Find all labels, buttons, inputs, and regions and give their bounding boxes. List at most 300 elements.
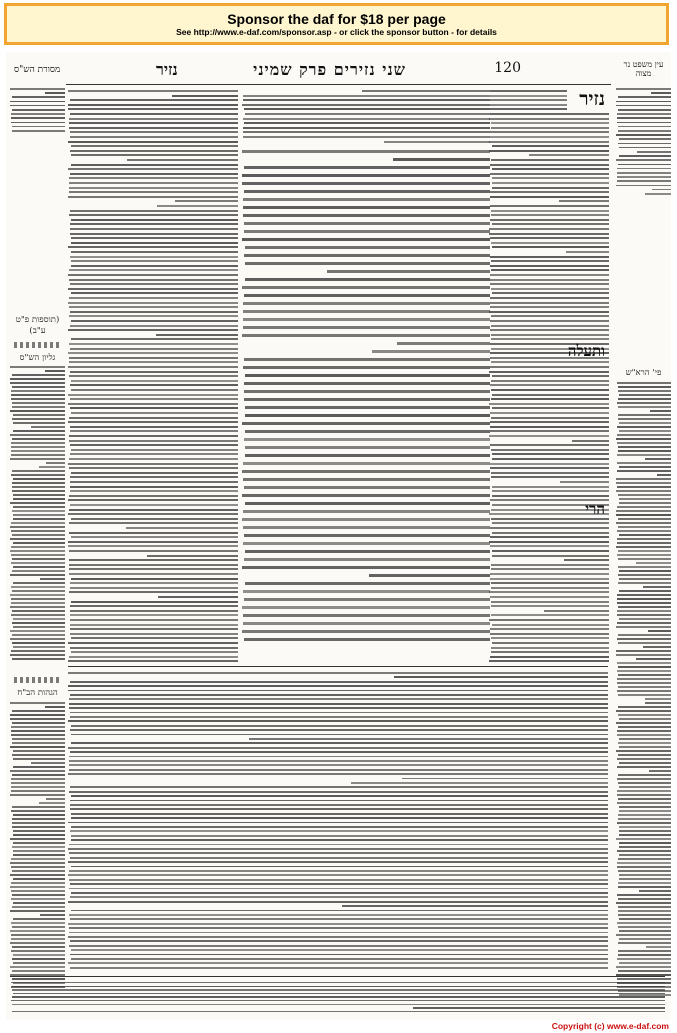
text-line — [492, 223, 609, 225]
text-line — [68, 848, 608, 850]
text-line — [619, 962, 671, 964]
text-line — [70, 481, 238, 483]
text-line — [490, 578, 609, 580]
rashi-second-word: ותעלה — [567, 342, 605, 360]
text-line — [243, 127, 490, 129]
text-line — [617, 678, 671, 680]
text-line — [69, 375, 238, 377]
page-number: 120 — [494, 60, 521, 76]
text-line — [242, 630, 490, 633]
text-line — [492, 187, 609, 189]
text-line — [490, 113, 609, 115]
text-line — [491, 398, 609, 400]
text-line — [617, 176, 671, 178]
text-line — [490, 104, 567, 106]
text-line — [68, 685, 608, 687]
footnotes — [10, 980, 665, 1014]
text-line — [489, 371, 609, 373]
text-line — [657, 474, 671, 476]
text-line — [618, 386, 671, 388]
text-line — [617, 180, 671, 182]
text-line — [619, 466, 671, 468]
text-line — [619, 830, 671, 832]
text-line — [492, 486, 609, 488]
text-line — [10, 942, 65, 944]
text-line — [243, 198, 490, 201]
text-line — [68, 773, 608, 775]
text-line — [402, 778, 608, 780]
text-line — [342, 905, 608, 907]
text-line — [618, 126, 671, 128]
text-line — [12, 946, 65, 948]
text-line — [489, 228, 609, 230]
text-line — [489, 141, 609, 143]
sponsor-subtitle[interactable]: See http://www.e-daf.com/sponsor.asp - or click the sponsor button - for details — [176, 27, 497, 37]
text-line — [70, 610, 238, 612]
text-line — [618, 414, 671, 416]
text-line — [617, 802, 671, 804]
text-line — [69, 127, 238, 129]
text-line — [13, 430, 65, 432]
text-line — [249, 738, 608, 740]
text-line — [69, 269, 238, 271]
text-line — [564, 559, 609, 561]
text-line — [643, 646, 671, 648]
text-line — [12, 742, 65, 744]
text-line — [11, 530, 65, 532]
text-line — [244, 358, 490, 361]
text-line — [71, 866, 608, 868]
text-line — [245, 113, 490, 115]
text-line — [491, 260, 609, 262]
text-line — [617, 794, 671, 796]
tosafot-reference: (תוספות פ"ט ע"ב) — [15, 315, 60, 336]
sponsor-title[interactable]: Sponsor the daf for $18 per page — [227, 11, 446, 27]
text-line — [68, 463, 238, 465]
text-line — [70, 614, 238, 616]
text-line — [618, 694, 671, 696]
text-line — [11, 554, 65, 556]
text-line — [69, 357, 238, 359]
text-line — [11, 726, 65, 728]
text-line — [618, 898, 671, 900]
text-line — [11, 890, 65, 892]
text-line — [12, 374, 65, 376]
text-line — [617, 168, 671, 170]
text-line — [69, 214, 238, 216]
text-line — [490, 279, 609, 281]
gilyon-title: גליון הש"ס — [19, 353, 56, 363]
text-line — [616, 185, 671, 187]
text-line — [243, 326, 490, 329]
text-line — [12, 989, 665, 990]
text-line — [492, 145, 609, 147]
text-line — [616, 478, 671, 480]
page-header — [6, 60, 671, 82]
text-line — [645, 193, 671, 195]
text-line — [12, 710, 65, 712]
text-line — [490, 302, 609, 304]
text-line — [617, 454, 671, 456]
text-line — [243, 462, 490, 465]
text-line — [12, 1011, 665, 1012]
text-line — [13, 506, 65, 508]
text-line — [362, 90, 490, 92]
text-line — [71, 219, 238, 221]
text-line — [617, 117, 671, 119]
text-line — [68, 962, 608, 964]
text-line — [10, 862, 65, 864]
text-line — [70, 210, 238, 212]
masoret-column — [10, 86, 65, 136]
text-line — [244, 534, 490, 537]
text-line — [13, 518, 65, 520]
text-line — [618, 686, 671, 688]
text-line — [651, 92, 671, 94]
text-line — [69, 182, 238, 184]
text-line — [69, 306, 238, 308]
text-line — [70, 954, 608, 956]
text-line — [616, 510, 671, 512]
text-line — [619, 842, 671, 844]
text-line — [619, 718, 671, 720]
text-line — [70, 136, 238, 138]
text-line — [11, 390, 65, 392]
text-line — [617, 442, 671, 444]
text-line — [12, 470, 65, 472]
gemara-upper-commentary — [242, 88, 490, 146]
text-line — [616, 750, 671, 752]
text-line — [11, 650, 65, 652]
text-line — [617, 690, 671, 692]
sponsor-banner[interactable] — [4, 3, 669, 45]
text-line — [12, 130, 65, 132]
text-line — [616, 159, 671, 161]
text-line — [619, 746, 671, 748]
text-line — [70, 619, 238, 621]
text-line — [618, 558, 671, 560]
text-line — [40, 914, 65, 916]
text-line — [566, 251, 609, 253]
text-line — [71, 725, 608, 727]
text-line — [489, 660, 609, 662]
text-line — [69, 573, 238, 575]
text-line — [13, 830, 66, 832]
text-line — [616, 722, 671, 724]
text-line — [70, 808, 608, 810]
text-line — [70, 804, 608, 806]
text-line — [11, 882, 65, 884]
text-line — [618, 742, 671, 744]
text-line — [70, 918, 608, 920]
text-line — [618, 634, 671, 636]
text-line — [71, 338, 238, 340]
text-line — [172, 95, 238, 97]
text-line — [491, 389, 609, 391]
text-line — [393, 158, 490, 161]
text-line — [70, 486, 238, 488]
ornament-divider-2 — [14, 677, 62, 683]
text-line — [242, 422, 490, 425]
text-line — [244, 222, 490, 225]
text-line — [618, 566, 671, 568]
text-line — [69, 435, 238, 437]
text-line — [619, 846, 671, 848]
text-line — [245, 454, 490, 457]
text-line — [70, 830, 608, 832]
text-line — [645, 458, 671, 460]
text-line — [243, 478, 490, 481]
text-line — [12, 970, 65, 972]
text-line — [12, 510, 65, 512]
text-line — [11, 858, 65, 860]
text-line — [13, 758, 65, 760]
text-line — [489, 591, 609, 593]
text-line — [71, 472, 238, 474]
text-line — [490, 95, 567, 97]
text-line — [245, 414, 490, 417]
footnote-rule — [10, 976, 665, 977]
text-line — [617, 790, 671, 792]
text-line — [492, 292, 609, 294]
text-line — [490, 136, 609, 138]
text-line — [70, 681, 608, 683]
text-line — [11, 522, 65, 524]
text-line — [619, 618, 671, 620]
text-line — [244, 398, 490, 401]
text-line — [243, 136, 490, 138]
text-line — [617, 670, 671, 672]
text-line — [12, 958, 65, 960]
text-line — [491, 361, 609, 363]
gemara-text — [242, 148, 490, 648]
text-line — [245, 550, 491, 553]
text-line — [11, 934, 65, 936]
text-line — [492, 453, 609, 455]
text-line — [71, 651, 239, 653]
text-line — [10, 886, 65, 888]
text-line — [617, 486, 671, 488]
text-line — [70, 371, 238, 373]
text-line — [10, 910, 65, 912]
text-line — [70, 712, 608, 714]
text-line — [616, 626, 671, 628]
text-line — [490, 633, 609, 635]
text-line — [244, 108, 490, 110]
text-line — [70, 283, 238, 285]
text-line — [69, 550, 238, 552]
text-line — [70, 476, 238, 478]
text-line — [243, 131, 490, 133]
text-line — [70, 99, 238, 101]
text-line — [10, 718, 65, 720]
text-line — [490, 444, 609, 446]
text-line — [71, 817, 608, 819]
text-line — [12, 96, 65, 98]
text-line — [244, 122, 490, 124]
text-line — [69, 844, 608, 846]
text-line — [617, 554, 671, 556]
text-line — [491, 582, 610, 584]
text-line — [492, 532, 609, 534]
text-line — [490, 237, 609, 239]
text-line — [244, 558, 490, 561]
text-line — [492, 168, 609, 170]
text-line — [68, 274, 238, 276]
text-line — [619, 138, 671, 140]
text-line — [619, 498, 671, 500]
text-line — [69, 522, 238, 524]
text-line — [68, 90, 238, 92]
text-line — [68, 329, 238, 331]
text-line — [12, 722, 65, 724]
text-line — [616, 88, 671, 90]
text-line — [68, 541, 238, 543]
text-line — [617, 594, 671, 596]
text-line — [492, 246, 609, 248]
text-line — [10, 458, 65, 460]
text-line — [71, 578, 238, 580]
text-line — [618, 906, 671, 908]
text-line — [69, 927, 608, 929]
text-line — [11, 117, 65, 119]
text-line — [490, 108, 567, 110]
text-line — [490, 426, 609, 428]
text-line — [13, 514, 65, 516]
text-line — [10, 88, 65, 90]
text-line — [490, 297, 609, 299]
text-line — [491, 601, 609, 603]
text-line — [71, 813, 609, 815]
text-line — [12, 418, 65, 420]
text-line — [69, 756, 608, 758]
text-line — [68, 923, 608, 925]
text-line — [70, 131, 238, 133]
text-line — [619, 590, 671, 592]
text-line — [616, 134, 671, 136]
text-line — [617, 462, 671, 464]
text-line — [616, 522, 671, 524]
text-line — [491, 449, 609, 451]
text-line — [491, 647, 609, 649]
text-line — [71, 536, 238, 538]
text-line — [245, 582, 490, 585]
text-line — [490, 196, 609, 198]
text-line — [244, 382, 490, 385]
text-line — [69, 458, 238, 460]
text-line — [619, 738, 671, 740]
text-line — [636, 562, 671, 564]
text-line — [70, 384, 238, 386]
text-line — [68, 660, 238, 662]
text-line — [70, 113, 238, 115]
text-line — [69, 945, 608, 947]
text-line — [491, 288, 609, 290]
text-line — [12, 870, 65, 872]
text-line — [619, 938, 671, 940]
copyright-notice: Copyright (c) www.e-daf.com — [551, 1021, 669, 1031]
text-line — [490, 467, 609, 469]
text-line — [69, 440, 238, 442]
text-line — [492, 182, 609, 184]
text-line — [372, 350, 490, 353]
text-line — [616, 654, 671, 656]
text-line — [491, 564, 609, 566]
text-line — [12, 996, 665, 997]
rashi-commentary — [489, 88, 609, 663]
text-line — [68, 499, 238, 501]
text-line — [242, 150, 490, 153]
text-line — [68, 168, 238, 170]
text-line — [492, 522, 609, 524]
text-line — [126, 527, 238, 529]
text-line — [13, 498, 65, 500]
text-line — [68, 690, 608, 692]
text-line — [544, 610, 609, 612]
text-line — [45, 706, 65, 708]
text-line — [11, 602, 65, 604]
text-line — [491, 476, 609, 478]
ein-mishpat-column — [616, 86, 671, 196]
text-line — [13, 878, 65, 880]
text-line — [490, 191, 609, 193]
text-line — [618, 550, 671, 552]
text-line — [618, 954, 671, 956]
text-line — [69, 417, 238, 419]
text-line — [71, 734, 608, 736]
text-line — [12, 406, 65, 408]
text-line — [69, 888, 608, 890]
text-line — [491, 417, 609, 419]
text-line — [618, 914, 671, 916]
text-line — [11, 1000, 665, 1001]
text-line — [69, 177, 238, 179]
text-line — [616, 902, 671, 904]
text-line — [245, 278, 490, 281]
text-line — [491, 472, 609, 474]
text-line — [245, 262, 490, 265]
text-line — [618, 674, 671, 676]
text-line — [11, 113, 65, 115]
text-line — [69, 591, 238, 593]
text-line — [70, 628, 238, 630]
text-line — [619, 918, 671, 920]
text-line — [490, 256, 609, 258]
text-line — [619, 394, 671, 396]
text-line — [70, 173, 238, 175]
text-line — [11, 782, 65, 784]
text-line — [327, 270, 490, 273]
text-line — [71, 389, 238, 391]
text-line — [11, 122, 65, 124]
text-line — [68, 513, 238, 515]
text-line — [619, 570, 671, 572]
text-line — [618, 910, 671, 912]
text-line — [413, 1007, 665, 1008]
text-line — [617, 622, 671, 624]
text-line — [618, 726, 671, 728]
text-line — [45, 92, 65, 94]
text-line — [68, 672, 608, 674]
text-line — [127, 159, 238, 161]
text-line — [70, 223, 238, 225]
text-line — [243, 526, 490, 529]
text-line — [244, 390, 490, 393]
text-line — [617, 730, 671, 732]
text-line — [68, 545, 238, 547]
text-line — [68, 861, 608, 863]
text-line — [490, 384, 609, 386]
